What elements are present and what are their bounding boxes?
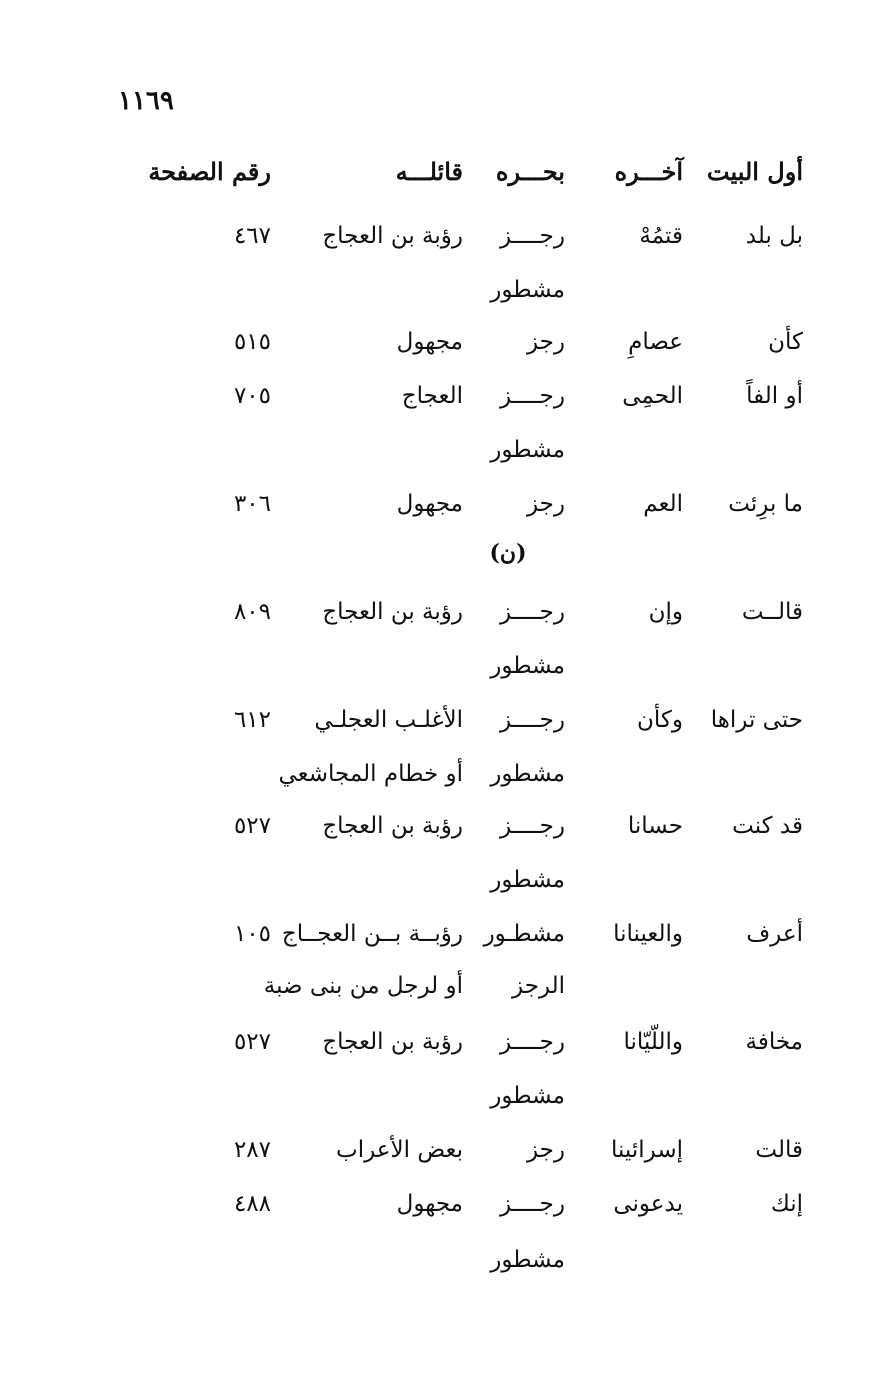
cell-poet: رؤبة بن العجاج — [322, 599, 463, 625]
table-row — [0, 322, 885, 362]
cell-first-verse: مخافة — [745, 1029, 803, 1055]
cell-page-number: ٨٠٩ — [233, 599, 271, 625]
cell-poet: رؤبــة بــن العجــاج — [281, 921, 463, 947]
cell-page-number: ٥١٥ — [233, 329, 271, 355]
cell-page-number: ٢٨٧ — [233, 1137, 271, 1163]
cell-first-verse: قد كنت — [732, 813, 803, 839]
cell-last-word: وإن — [648, 599, 683, 625]
table-row — [0, 1076, 885, 1116]
header-meter: بحـــره — [495, 157, 565, 186]
cell-meter: مشطور — [490, 1083, 565, 1109]
table-row — [0, 1240, 885, 1280]
cell-first-verse: ما برِئت — [728, 491, 803, 517]
cell-meter: رجــــز — [500, 1191, 565, 1217]
section-letter-label: (ن) — [489, 540, 527, 566]
cell-page-number: ٤٨٨ — [233, 1191, 271, 1217]
cell-meter: رجــــز — [500, 1029, 565, 1055]
cell-last-word: يدعونى — [613, 1191, 683, 1217]
table-row — [0, 806, 885, 846]
cell-meter: مشطور — [490, 653, 565, 679]
cell-first-verse: قالــت — [741, 599, 803, 625]
cell-meter: الرجز — [512, 973, 565, 999]
cell-page-number: ٧٠٥ — [233, 383, 271, 409]
table-row — [0, 1130, 885, 1170]
cell-meter: مشطور — [490, 1247, 565, 1273]
page-number: ١١٦٩ — [118, 86, 174, 116]
table-row — [0, 430, 885, 470]
table-row — [0, 484, 885, 524]
table-row — [0, 1022, 885, 1062]
header-last-word: آخـــره — [614, 157, 683, 186]
cell-meter: مشطور — [490, 437, 565, 463]
cell-first-verse: إنك — [770, 1191, 803, 1217]
cell-page-number: ٥٢٧ — [233, 1029, 271, 1055]
cell-page-number: ١٠٥ — [233, 921, 271, 947]
cell-first-verse: كأن — [768, 329, 803, 355]
header-page-number: رقم الصفحة — [148, 157, 271, 186]
table-row — [0, 860, 885, 900]
table-row — [0, 1184, 885, 1224]
table-row — [0, 270, 885, 310]
cell-last-word: العم — [643, 491, 683, 517]
cell-meter: رجــــز — [500, 813, 565, 839]
cell-first-verse: أعرف — [746, 921, 803, 947]
cell-poet: رؤبة بن العجاج — [322, 813, 463, 839]
table-row — [0, 966, 885, 1006]
cell-meter: رجز — [526, 491, 565, 517]
cell-last-word: إسرائينا — [610, 1137, 683, 1163]
table-header — [0, 152, 885, 192]
cell-poet: مجهول — [396, 491, 463, 517]
cell-page-number: ٣٠٦ — [233, 491, 271, 517]
cell-last-word: والعينانا — [613, 921, 683, 947]
cell-poet: رؤبة بن العجاج — [322, 1029, 463, 1055]
cell-meter: مشطور — [490, 761, 565, 787]
cell-last-word: الحمِى — [622, 383, 683, 409]
cell-poet: رؤبة بن العجاج — [322, 223, 463, 249]
cell-page-number: ٦١٢ — [233, 707, 271, 733]
table-row — [0, 376, 885, 416]
cell-first-verse: أو الفاً — [746, 383, 803, 409]
cell-poet: أو لرجل من بنى ضبة — [263, 973, 463, 999]
cell-last-word: قتمُهْ — [639, 223, 683, 249]
cell-meter: مشطور — [490, 867, 565, 893]
cell-meter: مشطور — [490, 277, 565, 303]
cell-first-verse: بل بلد — [745, 223, 803, 249]
cell-meter: رجــــز — [500, 707, 565, 733]
header-first-verse: أول البيت — [706, 157, 803, 186]
cell-last-word: عصامِ — [628, 329, 683, 355]
cell-meter: مشطـور — [483, 921, 565, 947]
header-poet: قائلـــه — [395, 157, 463, 186]
cell-page-number: ٤٦٧ — [233, 223, 271, 249]
table-row — [0, 914, 885, 954]
table-row — [0, 700, 885, 740]
cell-meter: رجــــز — [500, 599, 565, 625]
table-row — [0, 646, 885, 686]
cell-poet: أو خطام المجاشعي — [278, 761, 463, 787]
cell-last-word: وكأن — [637, 707, 683, 733]
cell-poet: بعض الأعراب — [336, 1137, 463, 1163]
table-row — [0, 592, 885, 632]
cell-meter: رجز — [526, 1137, 565, 1163]
cell-poet: الأغلـب العجلـي — [314, 707, 463, 733]
table-row — [0, 754, 885, 794]
cell-poet: العجاج — [401, 383, 463, 409]
cell-meter: رجــــز — [500, 383, 565, 409]
cell-meter: رجز — [526, 329, 565, 355]
cell-first-verse: حتى تراها — [710, 707, 803, 733]
cell-first-verse: قالت — [755, 1137, 803, 1163]
table-row — [0, 216, 885, 256]
cell-poet: مجهول — [396, 1191, 463, 1217]
cell-poet: مجهول — [396, 329, 463, 355]
cell-meter: رجــــز — [500, 223, 565, 249]
cell-page-number: ٥٢٧ — [233, 813, 271, 839]
cell-last-word: حسانا — [627, 813, 683, 839]
cell-last-word: واللّيّانا — [623, 1029, 683, 1055]
